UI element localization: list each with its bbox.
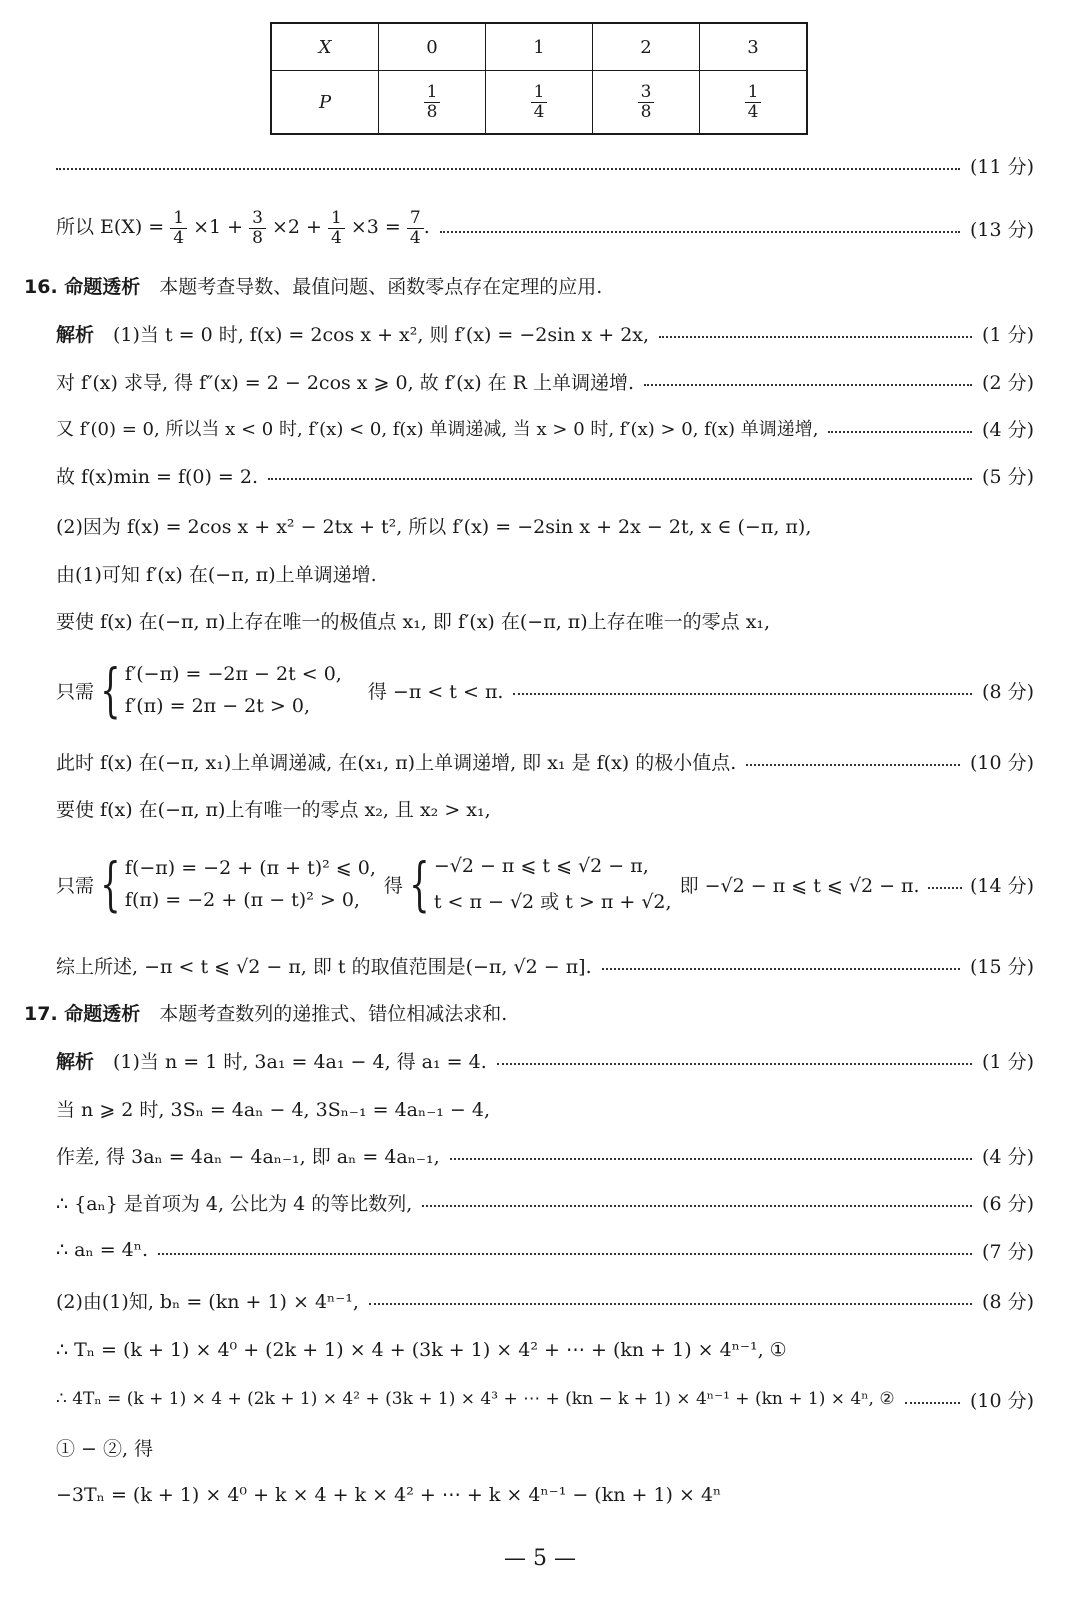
leader-dots xyxy=(450,1158,972,1160)
solution-line: ∴ Tₙ = (k + 1) × 4⁰ + (2k + 1) × 4 + (3k + 1) × 4² + ⋯ + (kn + 1) × 4ⁿ⁻¹, ① xyxy=(56,1339,787,1361)
score-mark: (5 分) xyxy=(982,465,1034,488)
table-cell xyxy=(379,71,486,135)
solution-line: 又 f′(0) = 0, 所以当 x < 0 时, f′(x) < 0, f(x) 单调递减, 当 x > 0 时, f′(x) > 0, f(x) 单调递增, (4 分) xyxy=(56,411,1034,445)
score-mark: (4 分) xyxy=(982,418,1034,441)
score-mark: (11 分) xyxy=(969,155,1034,178)
expectation-formula: 所以 E(X) = $\frac{1}{4}$ ×1 + $\frac{3}{8}$ ×2 + $\frac{1}{4}$ ×3 = $\frac{7}{4}$ . xyxy=(56,207,430,248)
brace: { xyxy=(100,850,121,918)
solution-line: 要使 f(x) 在(−π, π)上有唯一的零点 x₂, 且 x₂ > x₁, xyxy=(56,798,491,821)
solution-line: 解析 (1)当 n = 1 时, 3a₁ = 4a₁ − 4, 得 a₁ = 4. (1 分) xyxy=(56,1043,1034,1077)
solution-line: 要使 f(x) 在(−π, π)上存在唯一的极值点 x₁, 即 f′(x) 在(−π, π)上存在唯一的零点 x₁, xyxy=(56,610,771,633)
table-cell: P xyxy=(271,71,379,135)
leader-dots xyxy=(369,1303,972,1305)
score-mark: (14 分) xyxy=(969,874,1034,897)
score-mark: (2 分) xyxy=(982,371,1034,394)
question-description: 本题考查导数、最值问题、函数零点存在定理的应用. xyxy=(140,275,603,298)
table-cell xyxy=(700,71,808,135)
table-cell: 1 xyxy=(486,23,593,71)
table-cell: X xyxy=(271,23,379,71)
table-cell xyxy=(486,71,593,135)
solution-line: ∴ aₙ = 4ⁿ. (7 分) xyxy=(56,1233,1034,1267)
leader-dots xyxy=(513,693,972,695)
leader-dots xyxy=(440,231,960,233)
solution-line: −3Tₙ = (k + 1) × 4⁰ + k × 4 + k × 4² + ⋯ + k × 4ⁿ⁻¹ − (kn + 1) × 4ⁿ xyxy=(56,1484,722,1506)
probability-table xyxy=(270,22,808,135)
equation-system: 只需 { f(−π) = −2 + (π + t)² ⩽ 0, f(π) = −2 + (π − t)² > 0, 得 { −√2 − π ⩽ t ⩽ √2 − π, t < π − √2 或 t > π + √2, 即 −√2 − π ⩽ t ⩽ √2 − π. (14 分) xyxy=(56,850,1034,918)
score-line xyxy=(56,148,1034,182)
q17-heading xyxy=(24,995,1034,1029)
leader-dots xyxy=(422,1205,972,1207)
table-cell: 3 xyxy=(700,23,808,71)
solution-line: 故 f(x)min = f(0) = 2. (5 分) xyxy=(56,458,1034,492)
fraction: $\frac{1}{4}$ xyxy=(531,83,548,121)
solution-line: 由(1)可知 f′(x) 在(−π, π)上单调递增. xyxy=(56,563,377,586)
fraction: $\frac{1}{8}$ xyxy=(424,83,441,121)
score-mark: (8 分) xyxy=(982,680,1034,703)
solution-line: 对 f′(x) 求导, 得 f″(x) = 2 − 2cos x ⩾ 0, 故 f′(x) 在 R 上单调递增. (2 分) xyxy=(56,364,1034,398)
q16-heading xyxy=(24,268,1034,302)
leader-dots xyxy=(746,764,960,766)
table-cell xyxy=(593,71,700,135)
expectation-line xyxy=(56,206,1034,250)
question-title: 17. 命题透析 xyxy=(24,1002,141,1025)
solution-line: ∴ {aₙ} 是首项为 4, 公比为 4 的等比数列, (6 分) xyxy=(56,1185,1034,1219)
fraction: $\frac{3}{8}$ xyxy=(638,83,655,121)
leader-dots xyxy=(602,968,960,970)
score-mark: (8 分) xyxy=(982,1290,1034,1313)
question-title: 16. 命题透析 xyxy=(24,275,141,298)
solution-line: 此时 f(x) 在(−π, x₁)上单调递减, 在(x₁, π)上单调递增, 即 x₁ 是 f(x) 的极小值点. (10 分) xyxy=(56,744,1034,778)
leader-dots xyxy=(644,384,972,386)
solution-line: (2)由(1)知, bₙ = (kn + 1) × 4ⁿ⁻¹, (8 分) xyxy=(56,1283,1034,1317)
leader-dots xyxy=(268,478,972,480)
score-mark: (7 分) xyxy=(982,1240,1034,1263)
table-row xyxy=(271,23,807,71)
table-cell: 0 xyxy=(379,23,486,71)
table-row xyxy=(271,71,807,135)
leader-dots xyxy=(928,887,962,889)
solution-line: 作差, 得 3aₙ = 4aₙ − 4aₙ₋₁, 即 aₙ = 4aₙ₋₁, (4 分) xyxy=(56,1138,1034,1172)
solution-line: ∴ 4Tₙ = (k + 1) × 4 + (2k + 1) × 4² + (3k + 1) × 4³ + ⋯ + (kn − k + 1) × 4ⁿ⁻¹ + (kn + 1) × 4ⁿ, ② (10 分) xyxy=(56,1382,1034,1416)
score-mark: (1 分) xyxy=(982,1050,1034,1073)
leader-dots xyxy=(56,168,960,170)
leader-dots xyxy=(659,336,972,338)
leader-dots xyxy=(158,1253,972,1255)
leader-dots xyxy=(497,1063,972,1065)
brace: { xyxy=(100,656,121,724)
question-description: 本题考查数列的递推式、错位相减法求和. xyxy=(140,1002,508,1025)
score-mark: (13 分) xyxy=(969,218,1034,241)
score-mark: (6 分) xyxy=(982,1192,1034,1215)
brace: { xyxy=(409,850,430,918)
equation-system: 只需 { f′(−π) = −2π − 2t < 0, f′(π) = 2π − 2t > 0, 得 −π < t < π. (8 分) xyxy=(56,656,1034,724)
score-mark: (15 分) xyxy=(969,955,1034,978)
score-mark: (10 分) xyxy=(969,751,1034,774)
score-mark: (10 分) xyxy=(969,1389,1034,1412)
fraction: $\frac{1}{4}$ xyxy=(745,83,762,121)
solution-label: 解析 xyxy=(56,323,95,346)
page-number: — 5 — xyxy=(504,1546,576,1571)
solution-label: 解析 xyxy=(56,1050,95,1073)
score-mark: (4 分) xyxy=(982,1145,1034,1168)
leader-dots xyxy=(905,1402,960,1404)
leader-dots xyxy=(828,431,972,433)
solution-line: 综上所述, −π < t ⩽ √2 − π, 即 t 的取值范围是(−π, √2 − π]. (15 分) xyxy=(56,948,1034,982)
solution-line: 当 n ⩾ 2 时, 3Sₙ = 4aₙ − 4, 3Sₙ₋₁ = 4aₙ₋₁ − 4, xyxy=(56,1098,490,1121)
score-mark: (1 分) xyxy=(982,323,1034,346)
solution-line: (2)因为 f(x) = 2cos x + x² − 2tx + t², 所以 f′(x) = −2sin x + 2x − 2t, x ∈ (−π, π), xyxy=(56,515,812,538)
solution-line: ① − ②, 得 xyxy=(56,1437,154,1460)
solution-line: 解析 (1)当 t = 0 时, f(x) = 2cos x + x², 则 f′(x) = −2sin x + 2x, (1 分) xyxy=(56,316,1034,350)
table-cell: 2 xyxy=(593,23,700,71)
